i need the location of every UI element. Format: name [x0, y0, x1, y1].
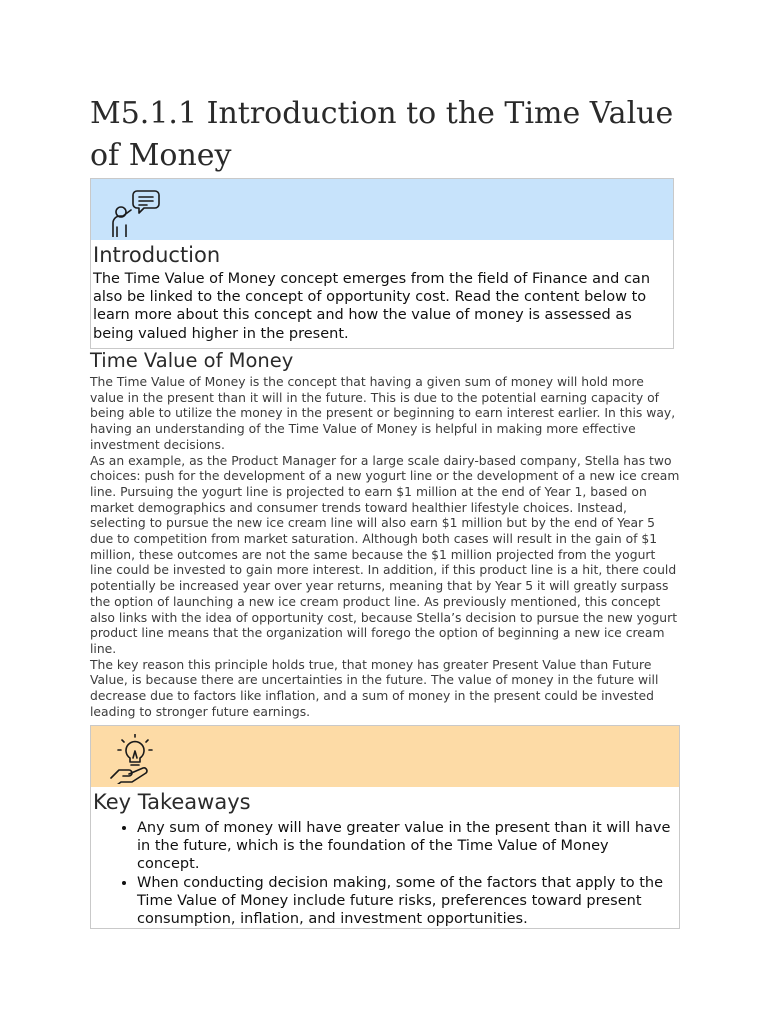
- page-title: M5.1.1 Introduction to the Time Value of Money: [90, 96, 674, 173]
- section-body: [90, 375, 680, 720]
- key-takeaways-heading: Key Takeaways: [93, 790, 251, 814]
- introduction-text: The Time Value of Money concept emerges from the field of Finance and can also be linked to the concept of opportunity cost. Read the content below to learn more about this concept and how the value of money is assessed as being valued higher in the present.: [93, 271, 651, 342]
- key-takeaways-box: [90, 725, 680, 929]
- section-paragraph: The Time Value of Money is the concept that having a given sum of money will hold more value in the present than it will in the future. This is due to the potential earning capacity of being able to utilize the money in the present or beginning to earn interest earlier. In this way, having an understanding of the Time Value of Money is helpful in making more effective investment decisions.: [90, 375, 676, 452]
- key-takeaways-banner: [91, 726, 679, 787]
- lightbulb-hand-icon: [109, 734, 161, 788]
- section-paragraph: As an example, as the Product Manager for a large scale dairy-based company, Stella has two choices: push for the development of a new yogurt line or the development of a new ice cream line. Pursuing the yogurt line is projected to earn $1 million at the end of Year 1, based on market demographics and consumer trends toward healthier lifestyle choices. Instead, selecting to pursue the new ice cream line will also earn $1 million but by the end of Year 5 due to competition from market saturation. Although both cases will result in the gain of $1 million, these outcomes are not the same because the $1 million projected from the yogurt line could be invested to gain more interest. In addition, if this product line is a hit, there could potentially be increased year over year returns, meaning that by Year 5 it will greatly surpass the option of launching a new ice cream product line. As previously mentioned, this concept also links with the idea of opportunity cost, because Stella’s decision to pursue the new yogurt product line means that the organization will forego the option of beginning a new ice cream line.: [90, 453, 680, 656]
- introduction-heading: Introduction: [93, 243, 221, 267]
- introduction-banner: [91, 179, 673, 240]
- introduction-box: [90, 178, 674, 349]
- list-item: • Any sum of money will have greater value in the present than it will have in the future, which is the foundation of the Time Value of Money concept.: [137, 819, 671, 873]
- speaker-icon: [109, 187, 161, 241]
- key-takeaways-list: [91, 817, 679, 928]
- section-paragraph: The key reason this principle holds true, that money has greater Present Value than Future Value, is because there are uncertainties in the future. The value of money in the future will decrease due to factors like inflation, and a sum of money in the present could be invested leading to stronger future earnings.: [90, 657, 659, 719]
- section-heading: Time Value of Money: [90, 349, 294, 372]
- list-item: • When conducting decision making, some of the factors that apply to the Time Value of Money include future risks, preferences toward present consumption, inflation, and investment opportunities.: [137, 874, 671, 928]
